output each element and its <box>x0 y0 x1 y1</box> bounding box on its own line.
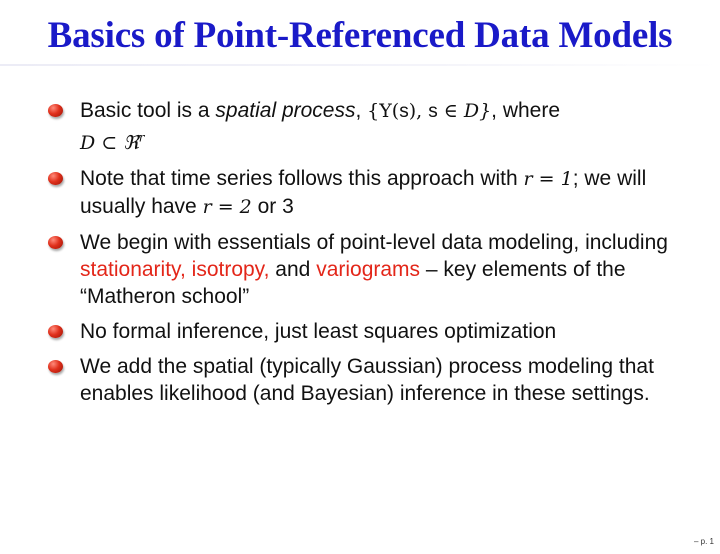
item-text: and <box>269 258 317 282</box>
page-title: Basics of Point-Referenced Data Models <box>47 15 673 56</box>
item-text: Basic tool is a <box>80 99 216 122</box>
page-number: – p. 1 <box>693 537 714 546</box>
bullet-ball-icon <box>48 325 63 338</box>
math-expression: r = 2 <box>202 196 252 219</box>
bullet-ball-icon <box>48 172 63 185</box>
bullet-ball-icon <box>48 236 63 249</box>
item-text: or 3 <box>251 195 294 219</box>
item-text: ; we will usually have <box>80 167 647 219</box>
highlight-text: stationarity, isotropy, <box>80 258 270 282</box>
item-text: , <box>355 99 368 122</box>
item-emphasis: spatial process <box>215 99 356 122</box>
item-text: , where <box>491 99 561 122</box>
item-text: – key elements of the “Matheron school” <box>80 258 626 309</box>
list-item <box>48 318 688 345</box>
list-item <box>48 229 688 310</box>
list-item <box>48 165 688 221</box>
item-text: We add the spatial (typically Gaussian) process modeling that enables likelihood (and Bayesian) inference in these settings. <box>80 355 654 406</box>
title-divider <box>0 64 720 66</box>
list-item <box>48 353 688 407</box>
math-expression: r = 1 <box>523 168 573 191</box>
item-text: Note that time series follows this approach with <box>80 167 524 191</box>
math-expression: D ⊂ ℜ$^r$ <box>80 131 145 155</box>
list-item <box>48 97 688 157</box>
bullet-list <box>48 97 688 415</box>
bullet-ball-icon <box>48 360 63 373</box>
item-text: No formal inference, just least squares optimization <box>80 320 557 344</box>
item-text: We begin with essentials of point-level data modeling, including <box>80 231 668 255</box>
bullet-ball-icon <box>48 104 63 117</box>
math-expression: {Y(s), s ∈ D} <box>367 100 492 122</box>
highlight-text: variograms <box>316 258 421 282</box>
